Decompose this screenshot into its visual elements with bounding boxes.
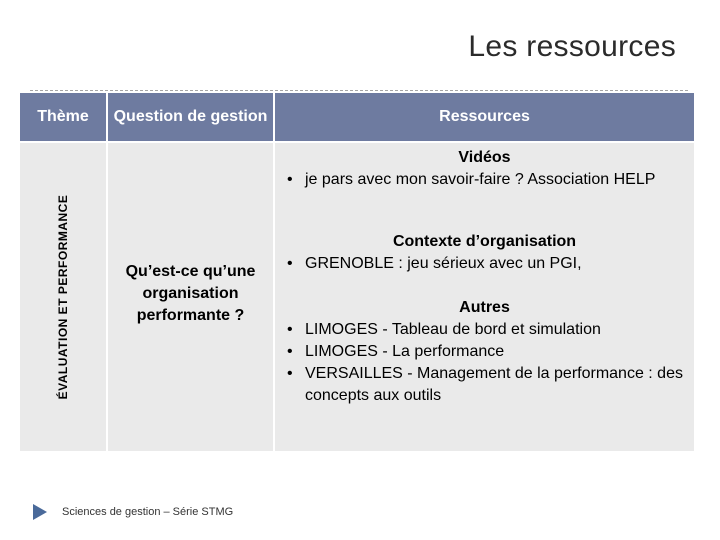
arrow-right-icon xyxy=(33,504,47,520)
resources-table xyxy=(20,93,694,451)
section-heading: Contexte d’organisation xyxy=(392,233,577,250)
list-item: • GRENOBLE : jeu sérieux avec un PGI, xyxy=(283,253,686,275)
ressources-cell xyxy=(275,143,694,451)
header-theme: Thème xyxy=(20,93,106,141)
section-heading: Autres xyxy=(459,299,510,316)
header-ressources: Ressources xyxy=(275,93,694,141)
list-item: • LIMOGES - La performance xyxy=(283,341,686,363)
list-item: • LIMOGES - Tableau de bord et simulation xyxy=(283,319,686,341)
section-contexte xyxy=(283,231,686,275)
section-videos xyxy=(283,147,686,191)
question-text: Qu’est-ce qu’une organisation performante ? xyxy=(125,263,256,324)
footer-text: Sciences de gestion – Série STMG xyxy=(62,506,234,518)
section-heading: Vidéos xyxy=(458,149,511,166)
theme-label: ÉVALUATION ET PERFORMANCE xyxy=(56,194,70,400)
list-item: • je pars avec mon savoir-faire ? Association HELP xyxy=(283,169,686,191)
title-divider xyxy=(30,90,688,91)
slide-title: Les ressources xyxy=(468,30,676,63)
section-autres xyxy=(283,297,686,407)
theme-cell xyxy=(20,143,106,451)
header-question: Question de gestion xyxy=(108,93,273,141)
question-cell xyxy=(108,143,273,451)
list-item: • VERSAILLES - Management de la performance : des concepts aux outils xyxy=(283,363,686,407)
